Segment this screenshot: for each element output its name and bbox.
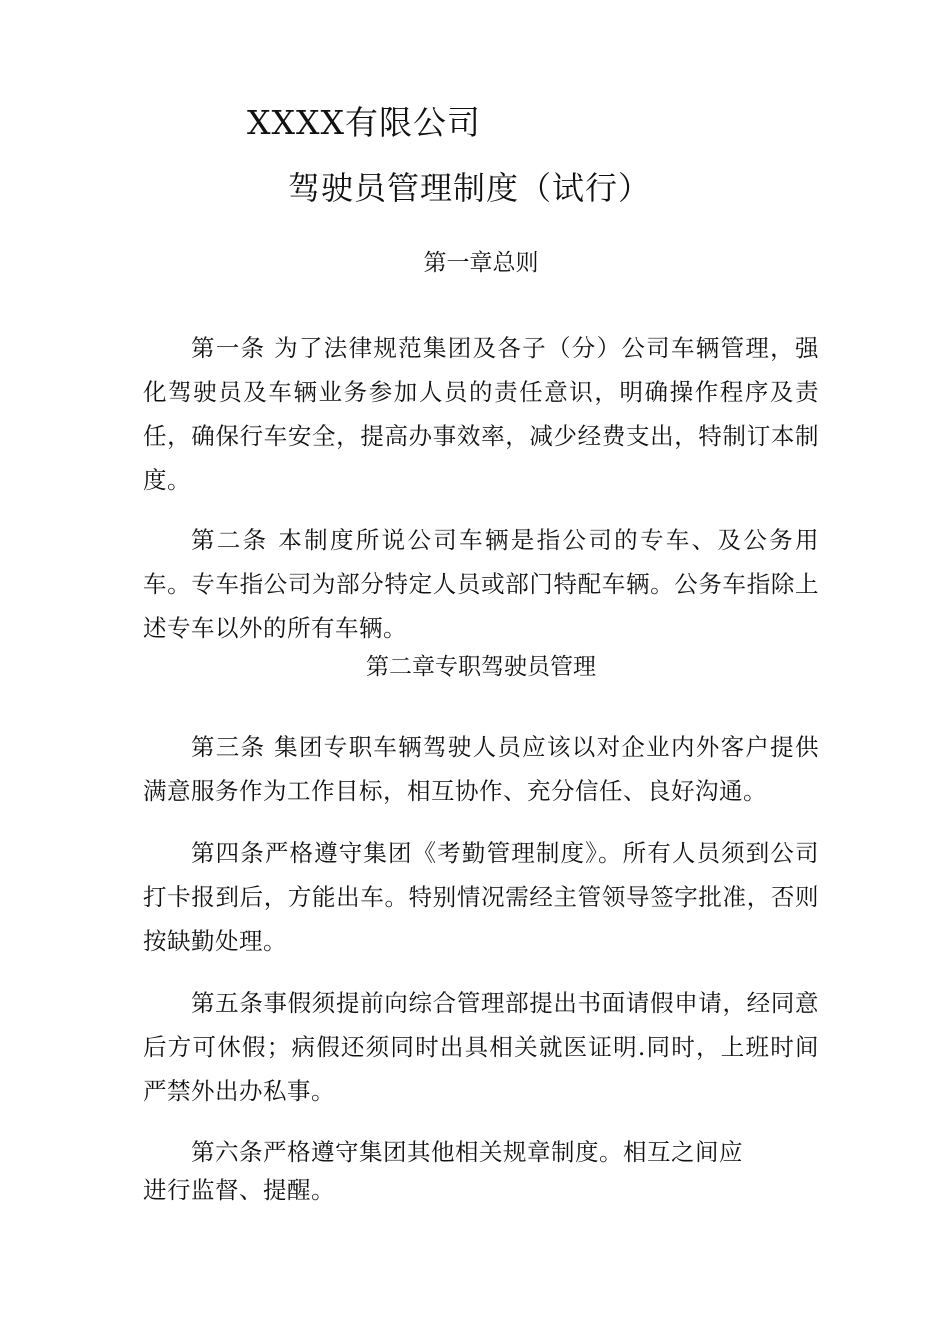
chapter-heading-1: 第一章总则 (423, 250, 539, 276)
article-3: 第三条 集团专职车辆驾驶人员应该以对企业内外客户提供满意服务作为工作目标，相互协作、充分信任、良好沟通。 (143, 732, 819, 805)
article-5: 第五条事假须提前向综合管理部提出书面请假申请，经同意后方可休假；病假还须同时出具相关就医证明.同时，上班时间严禁外出办私事。 (143, 988, 819, 1105)
chapter-heading-2: 第二章专职驾驶员管理 (366, 654, 596, 680)
article-6-continuation: 进行监督、提醒。 (143, 1176, 335, 1204)
document-title: 驾驶员管理制度（试行） (288, 169, 652, 207)
article-6: 第六条严格遵守集团其他相关规章制度。相互之间应 (191, 1137, 743, 1166)
article-1: 第一条 为了法律规范集团及各子（分）公司车辆管理，强化驾驶员及车辆业务参加人员的责任意识，明确操作程序及责任，确保行车安全，提高办事效率，减少经费支出，特制订本制度。 (143, 333, 819, 494)
company-name: XXXX有限公司 (247, 103, 481, 142)
article-4: 第四条严格遵守集团《考勤管理制度》。所有人员须到公司打卡报到后，方能出车。特别情况需经主管领导签字批准，否则按缺勤处理。 (143, 838, 819, 955)
article-2: 第二条 本制度所说公司车辆是指公司的专车、及公务用车。专车指公司为部分特定人员或部门特配车辆。公务车指除上述专车以外的所有车辆。 (143, 525, 819, 642)
